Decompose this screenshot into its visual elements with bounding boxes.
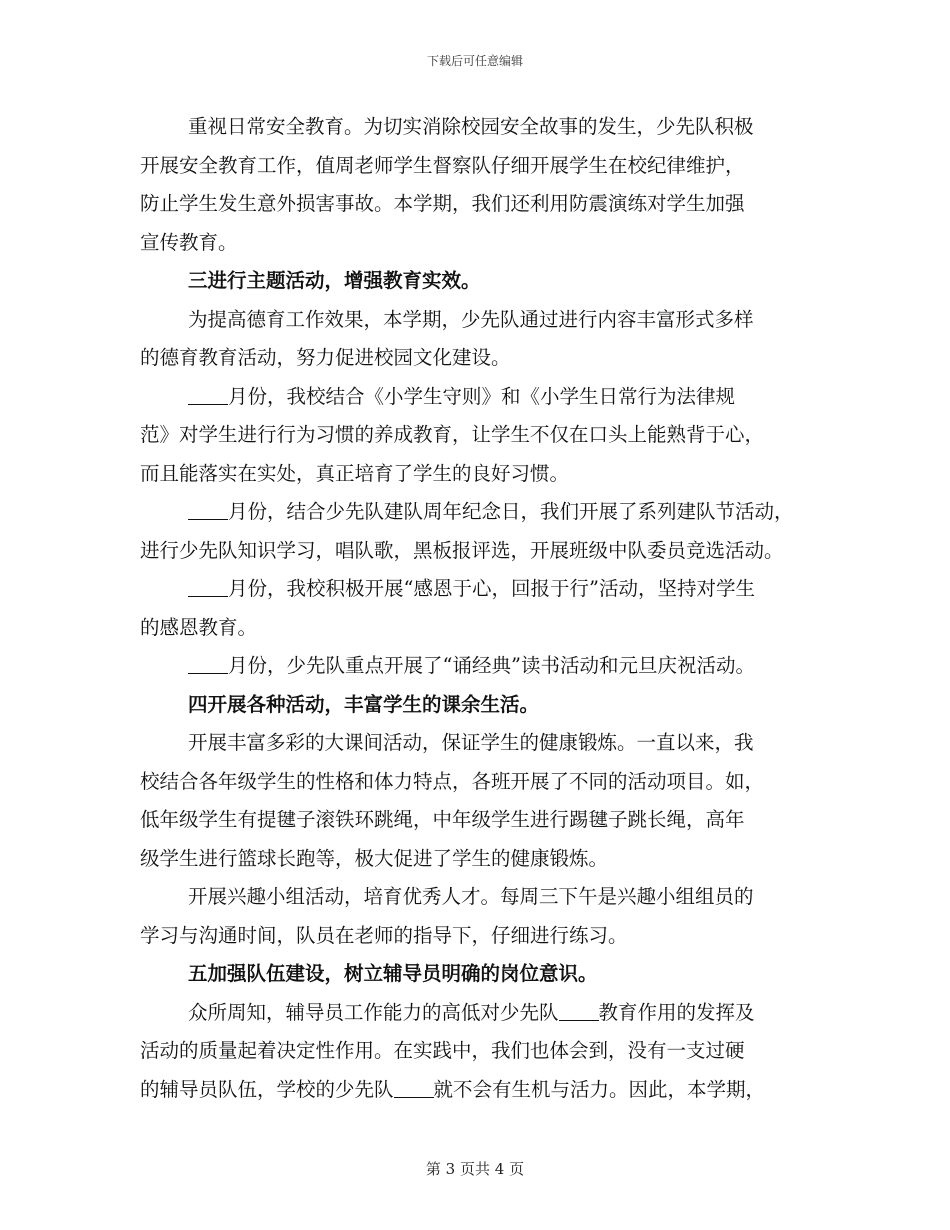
line-text: 防止学生发生意外损害事故。本学期，我们还利用防震演练对学生加强 bbox=[140, 192, 745, 215]
page-footer: 第 3 页共 4 页 bbox=[425, 1160, 525, 1178]
line-text: 重视日常安全教育。为切实消除校园安全故事的发生，少先队积极 bbox=[188, 115, 754, 138]
line-text: 的辅导员队伍，学校的少先队 bbox=[140, 1077, 394, 1101]
text-line bbox=[140, 378, 820, 417]
line-text: 月份，结合少先队建队周年纪念日，我们开展了系列建队节活动， bbox=[228, 500, 794, 523]
text-line bbox=[140, 185, 820, 224]
line-text: 范》对学生进行行为习惯的养成教育，让学生不仅在口头上能熟背于心， bbox=[140, 423, 765, 446]
text-line bbox=[140, 724, 820, 763]
text-line bbox=[140, 1071, 820, 1110]
text-line bbox=[140, 224, 820, 263]
page-header: 下载后可任意编辑 bbox=[426, 54, 523, 68]
section-heading bbox=[140, 686, 820, 725]
text-line bbox=[140, 339, 820, 378]
line-text: 宣传教育。 bbox=[140, 230, 238, 254]
line-text: 的德育教育活动，努力促进校园文化建设。 bbox=[140, 346, 511, 369]
fill-blank bbox=[188, 653, 228, 674]
text-line bbox=[140, 763, 820, 802]
fill-blank bbox=[188, 499, 228, 520]
text-line bbox=[140, 493, 820, 532]
section-heading bbox=[140, 262, 820, 301]
line-text: 月份，少先队重点开展了“诵经典”读书活动和元旦庆祝活动。 bbox=[228, 654, 755, 677]
line-text: 学习与沟通时间，队员在老师的指导下，仔细进行练习。 bbox=[140, 923, 628, 947]
line-text: 开展丰富多彩的大课间活动，保证学生的健康锻炼。一直以来，我 bbox=[188, 731, 754, 754]
text-line bbox=[140, 532, 820, 571]
line-text: 级学生进行篮球长跑等，极大促进了学生的健康锻炼。 bbox=[140, 846, 609, 870]
text-line bbox=[140, 609, 820, 648]
text-line bbox=[140, 108, 820, 147]
text-line bbox=[140, 416, 820, 455]
text-line bbox=[140, 917, 820, 956]
line-text: 月份，我校结合《小学生守则》和《小学生日常行为法律规 bbox=[228, 384, 736, 408]
text-line bbox=[140, 1032, 820, 1071]
line-text: 三进行主题活动，增强教育实效。 bbox=[188, 269, 481, 292]
text-line bbox=[140, 878, 820, 917]
line-text: 四开展各种活动，丰富学生的课余生活。 bbox=[188, 692, 540, 716]
line-text: 月份，我校积极开展“感恩于心，回报于行”活动，坚持对学生 bbox=[228, 577, 755, 600]
text-line bbox=[140, 570, 820, 609]
line-text: 为提高德育工作效果，本学期，少先队通过进行内容丰富形式多样 bbox=[188, 307, 754, 331]
section-heading bbox=[140, 955, 820, 994]
line-text: 进行少先队知识学习，唱队歌，黑板报评选，开展班级中队委员竞选活动。 bbox=[140, 538, 784, 562]
line-text: 众所周知，辅导员工作能力的高低对少先队 bbox=[188, 1000, 559, 1024]
line-text: 而且能落实在实处，真正培育了学生的良好习惯。 bbox=[140, 461, 570, 485]
line-text: 开展兴趣小组活动，培育优秀人才。每周三下午是兴趣小组组员的 bbox=[188, 885, 754, 908]
line-text: 五加强队伍建设，树立辅导员明确的岗位意识。 bbox=[188, 962, 598, 985]
text-line bbox=[140, 840, 820, 879]
text-line bbox=[140, 455, 820, 494]
line-text-continued: 就不会有生机与活力。因此，本学期， bbox=[433, 1077, 766, 1101]
text-line bbox=[140, 801, 820, 840]
line-text: 低年级学生有提毽子滚铁环跳绳，中年级学生进行踢毽子跳长绳，高年 bbox=[140, 808, 745, 831]
text-line bbox=[140, 301, 820, 340]
text-line bbox=[140, 647, 820, 686]
text-line bbox=[140, 994, 820, 1033]
text-line bbox=[140, 147, 820, 186]
line-text: 活动的质量起着决定性作用。在实践中，我们也体会到，没有一支过硬 bbox=[140, 1039, 745, 1062]
document-body bbox=[140, 108, 820, 1109]
line-text: 开展安全教育工作，值周老师学生督察队仔细开展学生在校纪律维护， bbox=[140, 153, 745, 177]
line-text: 的感恩教育。 bbox=[140, 615, 258, 639]
line-text-continued: 教育作用的发挥及 bbox=[598, 1000, 755, 1024]
fill-blank bbox=[188, 576, 228, 597]
fill-blank bbox=[559, 1000, 599, 1021]
fill-blank bbox=[188, 384, 228, 405]
line-text: 校结合各年级学生的性格和体力特点，各班开展了不同的活动项目。如， bbox=[140, 769, 765, 793]
fill-blank bbox=[394, 1077, 434, 1098]
